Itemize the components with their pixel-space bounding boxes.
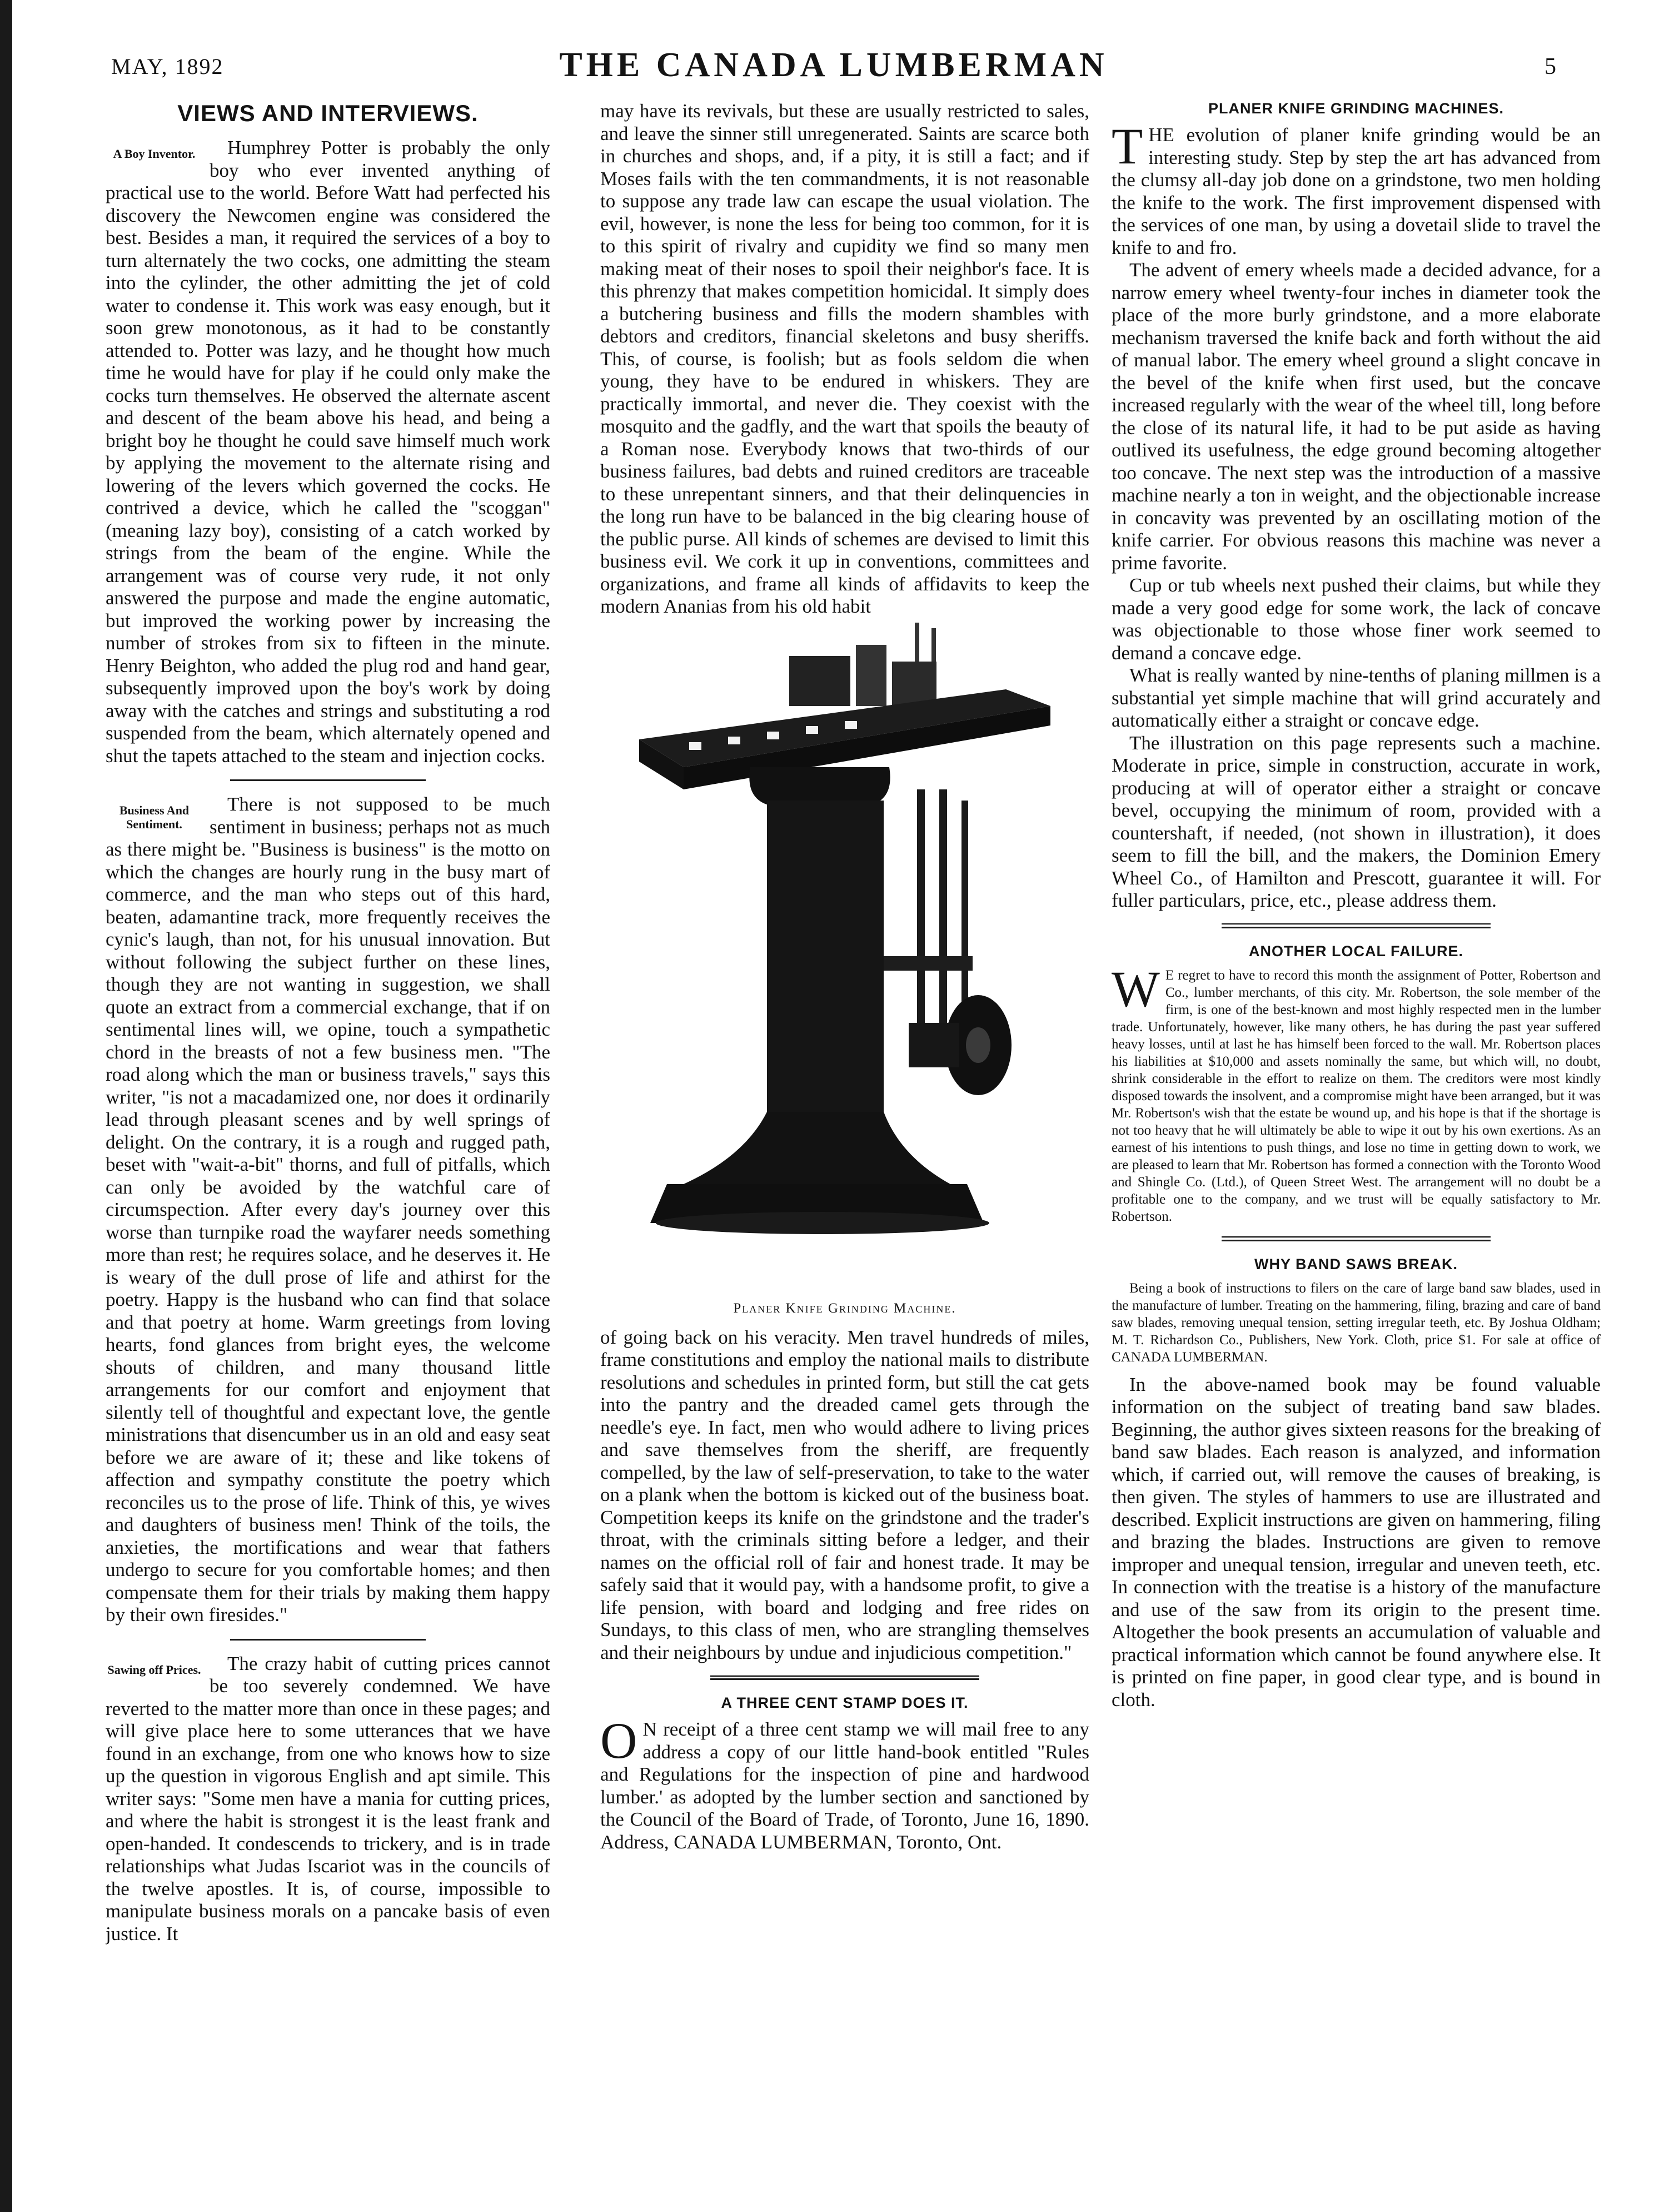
article-continued-top: may have its revivals, but these are usually restricted to sales, and leave the sinner still unregenerated. Saints are scarce both in churches and shops, and, if a pity, it is still a fact; and if Moses fails with the ten commandments, it is not reasonable to suppose any trade law can escape the usual violation. The evil, however, is none the less for being too common, for it is to this spirit of rivalry and cupidity we find so many men making meat of their noses to spoil their neighbor's face. It is this phrenzy that makes competition homicidal. It simply does a butchering business and fills the modern shambles with debtors and creditors, financial skeletons and busy sheriffs. This, of course, is foolish; but as fools seldom die when young, they have to be endured in whiskers. They are practically immortal, and never die. They coexist with the mosquito and the gadfly, and the wart that spoils the beauty of a Roman nose. Everybody knows that two-thirds of our business failures, bad debts and ruined creditors are traceable to these unrepentant sinners, and that their delinquencies in the long run have to be balanced in the big clearing house of the public purse. All kinds of schemes are devised to limit this business evil. We cork it up in conventions, committees and organizations, and frame all kinds of affidavits to keep the modern Ananias from his old habit [600,100,1089,617]
dropcap-t: T [1112,118,1143,175]
bandsaw-heading: WHY BAND SAWS BREAK. [1254,1255,1458,1272]
planer-heading: PLANER KNIFE GRINDING MACHINES. [1208,100,1504,117]
column-right [1112,100,1601,2179]
planer-paragraph-5: The illustration on this page represents such a machine. Moderate in price, simple in construction, accurate in work, producing at will of operator either a straight or concave bevel, occupying the minimum of room, provided with a countershaft, if needed, (not shown in illustration), it does seem to fill the bill, and the makers, the Dominion Emery Wheel Co., of Hamilton and Prescott, guarantee it will. For fuller particulars, price, etc., please address them. [1112,732,1601,911]
article-business-sentiment: There is not supposed to be much sentiment in business; perhaps not as much as there might be. "Business is business" is the motto on which the changes are hourly rung in the busy mart of commerce, and the man who steps out of this hard, beaten, adamantine track, more frequently receives the cynic's laugh, than not, for his unusual innovation. But without following the subject further on these lines, though they are not wanting in suggestion, we shall quote an extract from a commercial exchange, that if on sentimental lines will, we opine, touch a sympathetic chord in the breasts of not a few business men. "The road along which the man or business travels," says this writer, "is not a macadamized one, nor does it ordinarily lead through pleasant scenes and by well springs of delight. On the contrary, it is a rough and rugged path, beset with "wait-a-bit" thorns, and full of pitfalls, which can only be avoided by the watchful care of circumspection. After every day's journey over this worse than turnpike road the wayfarer needs something more than rest; he requires solace, and he deserves it. He is weary of the dull prose of life and athirst for the poetry. Happy is the husband who can find that solace and that poetry at home. Warm greetings from loving hearts, fond glances from bright eyes, the welcome shouts of children, and many thousand little arrangements for our comfort and enjoyment that silently tell of thoughtful and expectant love, the gentle ministrations that disencumber us in an old and easy seat before we are aware of it; these and like tokens of affection and sympathy constitute the poetry which reconciles us to the prose of life. Think of this, ye wives and daughters of business men! Think of the toils, the anxieties, the mortifications and wear that fathers undergo to secure for you comfortable homes; and then compensate them for their trials by making them happy by their own firesides." [106,793,550,1626]
views-heading: VIEWS AND INTERVIEWS. [177,100,479,126]
side-label-sawing: Sawing off Prices. [107,1662,201,1677]
figure-caption: Planer Knife Grinding Machine. [733,1300,956,1316]
divider [230,779,426,781]
issue-date: MAY, 1892 [111,54,224,79]
article-continued-bottom: of going back on his veracity. Men travel hundreds of miles, frame constitutions and employ the national mails to distribute resolutions and schedules in printed form, but still the cat gets into the pantry and the dreaded camel gets through the needle's eye. In fact, men who would adhere to living prices and save themselves from the sheriff, are frequently compelled, by the law of self-preservation, to take to the water on a plank when the bottom is kicked out of the business boat. Competition keeps its knife on the grindstone and the trader's throat, with the criminals sitting before a ledger, and their names on the official roll of fair and honest trade. It may be safely said that it would pay, with a handsome profit, to give a life pension, with board and lodging and free rides on Sundays, to this class of men, who are strangling themselves and their neighbours by undue and injudicious competition." [600,1326,1089,1663]
bandsaw-book-description: Being a book of instructions to filers on the care of large band saw blades, used in the manufacture of lumber. Treating on the hammering, filing, brazing and care of band saw blades, removing unequal tension, setting irregular teeth, etc. By Joshua Oldham; M. T. Richardson Co., Publishers, New York. Cloth, price $1. For sale at office of CANADA LUMBERMAN. [1112,1280,1601,1365]
newspaper-title: THE CANADA LUMBERMAN [559,46,1108,84]
side-label-business: Business And Sentiment. [119,803,190,831]
grinding-machine-drawing [606,623,1084,1295]
stamp-heading: A THREE CENT STAMP DOES IT. [721,1694,969,1711]
dropcap-w: W [1112,960,1160,1017]
planer-paragraph-2: The advent of emery wheels made a decided advance, for a narrow emery wheel twenty-four inches in diameter took the place of the more burly grindstone, and a more elaborate mechanism traversed the knife back and forth without the aid of manual labor. The emery wheel ground a slight concave in the bevel of the knife when first used, but the concave increased regularly with the wear of the wheel till, long before the close of its natural life, it had to be put aside as having outlived its usefulness, the edge ground becoming altogether too concave. The next step was the introduction of a massive machine nearly a ton in weight, and the objectionable increase in concavity was prevented by an oscillating motion of the knife carrier. For obvious reasons this machine was never a prime favorite. [1112,259,1601,574]
side-label-boy: A Boy Inventor. [113,147,196,161]
scan-edge [0,0,12,2212]
failure-heading: ANOTHER LOCAL FAILURE. [1249,942,1463,960]
machine-illustration [606,623,1084,1295]
planer-paragraph-3: Cup or tub wheels next pushed their claims, but while they made a very good edge for some work, the lack of concave was objectionable to those whose finer work seemed to demand a concave edge. [1112,574,1601,664]
column-middle [600,100,1089,2179]
planer-paragraph-4: What is really wanted by nine-tenths of planing millmen is a substantial yet simple machine that will grind accurately and automatically either a straight or concave edge. [1112,664,1601,731]
masthead [111,46,1556,90]
double-divider [1222,1236,1491,1241]
planer-paragraph-1: HE evolution of planer knife grinding would be an interesting study. Step by step the art has advanced from the clumsy all-day job done on a grindstone, two men holding the knife to the work. The first improvement dispensed with the services of one man, by using a dovetail slide to travel the knife to and fro. [1112,124,1601,259]
article-local-failure: E regret to have to record this month the assignment of Potter, Robertson and Co., lumber merchants, of this city. Mr. Robertson, the sole member of the firm, is one of the best-known and most highly respected men in the lumber trade. Unfortunately, however, like many others, he has during the past year suffered heavy losses, until at last he has himself been forced to the wall. Mr. Robertson places his liabilities at $10,000 and assets nominally the same, but which will, no doubt, shrink considerable in the effort to realize on them. The creditors were most kindly disposed towards the insolvent, and a compromise might have been arranged, but it was Mr. Robertson's wish that the estate be wound up, and his hope is that if the shortage is not too heavy that he will ultimately be able to wipe it out by his own exertions. As an earnest of his intentions to push things, and lose no time in getting down to work, we are pleased to learn that Mr. Robertson has formed a connection with the Toronto Wood and Shingle Co. (Ltd.), of Queen Street West. The arrangement will no doubt be a profitable one to the company, and we trust will be equally satisfactory to Mr. Robertson. [1112,967,1601,1224]
column-left [106,100,550,2179]
dropcap-o: O [600,1712,637,1769]
article-stamp: N receipt of a three cent stamp we will mail free to any address a copy of our little hand-book entitled "Rules and Regulations for the inspection of pine and hardwood lumber.' as adopted by the lumber section and sanctioned by the Council of the Board of Trade, of Toronto, June 16, 1890. Address, CANADA LUMBERMAN, Toronto, Ont. [600,1718,1089,1853]
double-divider [1222,923,1491,928]
double-divider [710,1675,979,1680]
divider [230,1639,426,1641]
article-boy-inventor: Humphrey Potter is probably the only boy who ever invented anything of practical use to the world. Before Watt had perfected his discovery the Newcomen engine was considered the best. Besides a man, it required the services of a boy to turn alternately the two cocks, one admitting the steam into the cylinder, the other admitting the jet of cold water to condense it. This work was easy enough, but it soon grew monotonous, as it had to be constantly attended to. Potter was lazy, and he thought how much time he would have for play if he could only make the cocks turn themselves. He observed the alternate ascent and descent of the beam above his head, and being a bright boy he thought he could save himself much work by applying the movement to the alternate rising and lowering of the levers which governed the cocks. He contrived a device, which he called the "scoggan" (meaning lazy boy), consisting of a catch worked by strings from the beam of the engine. While the arrangement was of course very rude, it not only answered the purpose and made the engine automatic, but improved the working power by increasing the number of strokes from six to fifteen in the minute. Henry Beighton, who added the plug rod and hand gear, subsequently improved upon the boy's work by doing away with the catches and strings and substituting a rod suspended from the beam, which alternately opened and shut the tapets attached to the steam and injection cocks. [106,137,550,767]
page-number: 5 [1545,54,1556,79]
article-sawing-prices: The crazy habit of cutting prices cannot be too severely condemned. We have reverted to the matter more than once in these pages; and will give place here to some utterances that we have found in an exchange, from one who knows how to size up the question in vigorous English and apt simile. This writer says: "Some men have a mania for cutting prices, and where the habit is strongest it is the least frank and open-handed. It condescends to trickery, and is in trade relationships what Judas Iscariot was in the councils of the twelve apostles. It is, of course, impossible to manipulate business morals on a pancake basis of even justice. It [106,1652,550,1945]
article-band-saws: In the above-named book may be found valuable information on the subject of treating band saw blades. Beginning, the author gives sixteen reasons for the breaking of band saw blades. Each reason is analyzed, and information which, if carried out, will remove the causes of breaking, is then given. The styles of hammers to use are illustrated and described. Explicit instructions are given on hammering, filing and brazing the blades. Instructions are given to remove improper and unequal tension, irregular and uneven teeth, etc. In connection with the treatise is a history of the manufacture and use of the saw from its origin to the present time. Altogether the book presents an accumulation of valuable and practical information which cannot be found anywhere else. It is printed on fine paper, in good clear type, and is bound in cloth. [1112,1373,1601,1711]
